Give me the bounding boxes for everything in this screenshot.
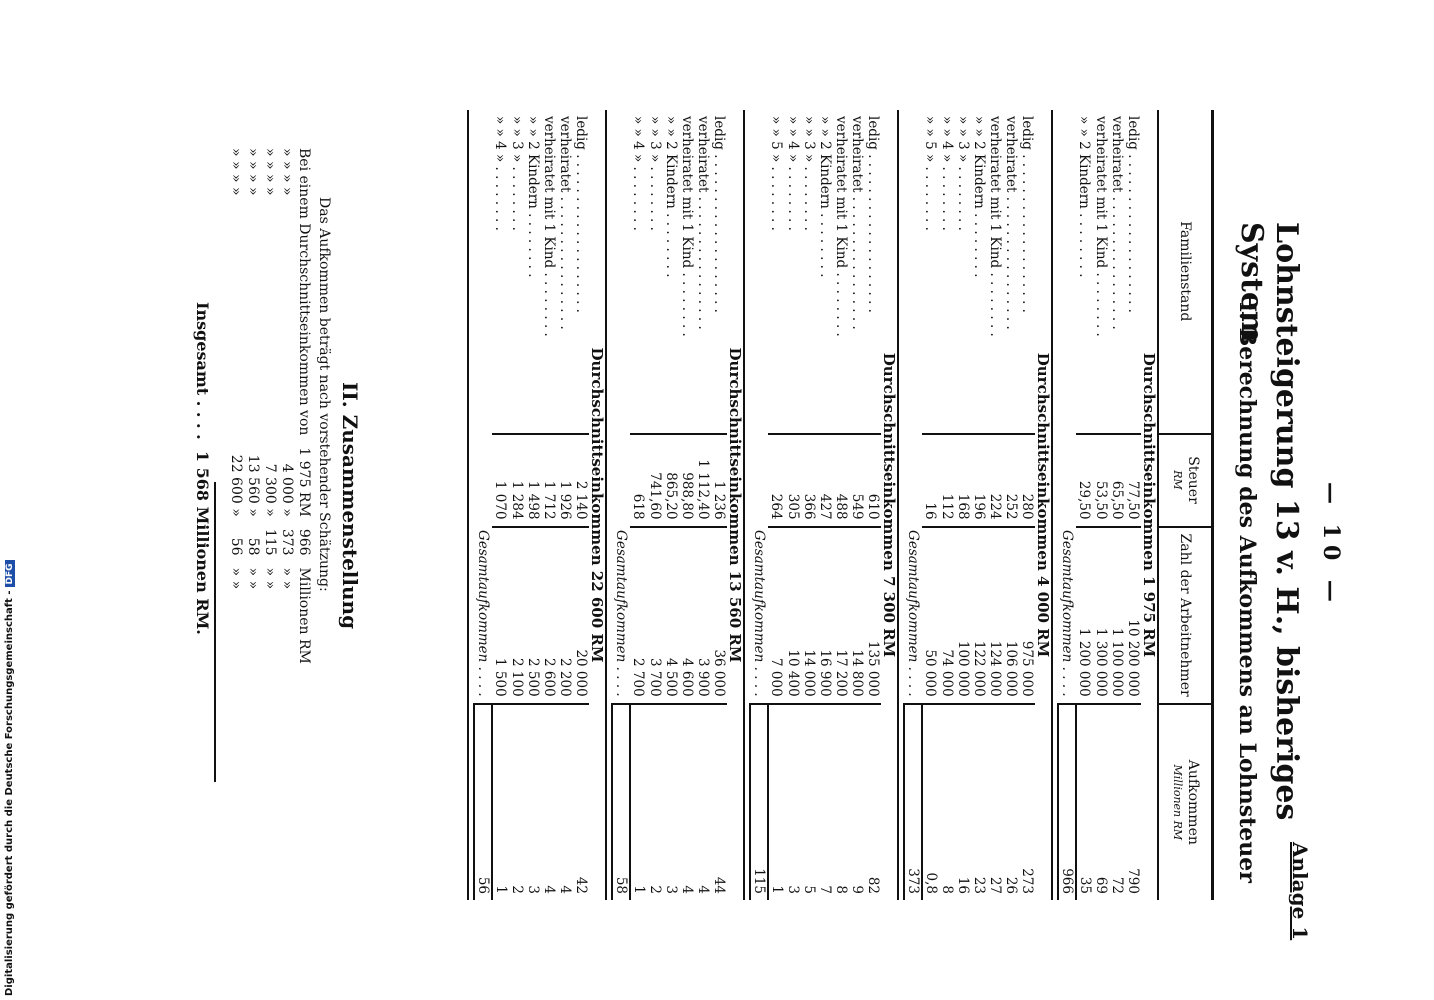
summary-amount: 56 bbox=[228, 537, 244, 556]
tax-value: 1 712 bbox=[541, 434, 557, 527]
family-status: verheiratet mit 1 Kind . . . . . . . . bbox=[987, 116, 1003, 337]
family-status: » » 5 » . . . . . . . . bbox=[768, 116, 785, 231]
revenue-value: 4 bbox=[695, 704, 711, 900]
family-status: » » 3 » . . . . . . . . bbox=[647, 116, 663, 231]
summary-amount: 373 bbox=[279, 528, 295, 556]
revenue-value: 26 bbox=[1003, 704, 1019, 900]
revenue-value: 273 bbox=[1019, 704, 1035, 900]
revenue-value: 7 bbox=[817, 704, 833, 900]
revenue-value: 16 bbox=[955, 704, 971, 900]
page-number: — 10 — bbox=[1318, 482, 1344, 608]
table-row bbox=[785, 110, 801, 900]
tax-value: 168 bbox=[955, 434, 971, 527]
family-status: verheiratet . . . . . . . . . . . . . . . . bbox=[849, 116, 865, 330]
worker-count: 50 000 bbox=[922, 527, 939, 704]
revenue-value: 42 bbox=[573, 704, 589, 900]
worker-count: 2 500 bbox=[525, 527, 541, 704]
family-status: » » 3 » . . . . . . . . bbox=[801, 116, 817, 231]
family-status: » » 2 Kindern . . . . . . . . bbox=[817, 116, 833, 278]
section-heading: Durchschnittseinkommen 22 600 RM bbox=[588, 347, 606, 663]
section-rule bbox=[1052, 110, 1058, 900]
document-subtitle: I. Berechnung des Aufkommens an Lohnsteuer bbox=[1234, 302, 1260, 883]
family-status: ledig . . . . . . . . . . . . . . . . . . . bbox=[1019, 116, 1035, 313]
family-status: verheiratet mit 1 Kind . . . . . . . . bbox=[679, 116, 695, 337]
revenue-value: 4 bbox=[541, 704, 557, 900]
section-heading: Durchschnittseinkommen 7 300 RM bbox=[880, 352, 898, 658]
tax-value: 1 070 bbox=[492, 434, 509, 527]
revenue-value: 72 bbox=[1109, 704, 1125, 900]
summary-table bbox=[227, 142, 312, 670]
section-total-row bbox=[750, 110, 768, 900]
revenue-value: 27 bbox=[987, 704, 1003, 900]
worker-count: 14 800 bbox=[849, 527, 865, 704]
section-total: 373 bbox=[904, 704, 922, 900]
tax-value: 741,60 bbox=[647, 434, 663, 527]
table-row bbox=[1125, 110, 1141, 900]
revenue-value: 3 bbox=[525, 704, 541, 900]
table-row bbox=[711, 110, 727, 900]
family-status: » » 2 Kindern . . . . . . . . bbox=[971, 116, 987, 278]
worker-count: 2 700 bbox=[630, 527, 647, 704]
family-status: » » 2 Kindern . . . . . . . . bbox=[525, 116, 541, 278]
revenue-value: 1 bbox=[492, 704, 509, 900]
section-rule bbox=[898, 110, 904, 900]
tax-value: 1 498 bbox=[525, 434, 541, 527]
family-status: ledig . . . . . . . . . . . . . . . . . . . bbox=[573, 116, 589, 313]
tax-value: 65,50 bbox=[1109, 434, 1125, 527]
summary-income: 13 560 » bbox=[245, 454, 261, 517]
revenue-value: 2 bbox=[509, 704, 525, 900]
table-row bbox=[939, 110, 955, 900]
section-heading: Durchschnittseinkommen 1 975 RM bbox=[1140, 352, 1158, 658]
summary-row bbox=[278, 142, 295, 670]
summary-unit: » » bbox=[245, 567, 261, 590]
summary-prefix: Bei einem Durchschnittseinkommen von bbox=[296, 148, 312, 436]
tax-value: 618 bbox=[630, 434, 647, 527]
tax-value: 2 140 bbox=[573, 434, 589, 527]
header-workers: Zahl der Arbeitnehmer bbox=[1158, 527, 1213, 704]
family-status: verheiratet . . . . . . . . . . . . . . . . bbox=[557, 116, 573, 330]
revenue-value: 69 bbox=[1093, 704, 1109, 900]
revenue-value: 4 bbox=[557, 704, 573, 900]
worker-count: 124 000 bbox=[987, 527, 1003, 704]
section-rule bbox=[744, 110, 750, 900]
header-revenue: Aufkommen Millionen RM bbox=[1158, 704, 1213, 900]
family-status: verheiratet mit 1 Kind . . . . . . . . bbox=[833, 116, 849, 337]
header-family: Familienstand bbox=[1158, 110, 1213, 434]
summary-row bbox=[261, 142, 278, 670]
worker-count: 1 100 000 bbox=[1109, 527, 1125, 704]
worker-count: 2 100 bbox=[509, 527, 525, 704]
revenue-value: 790 bbox=[1125, 704, 1141, 900]
family-status: verheiratet . . . . . . . . . . . . . . . . bbox=[1003, 116, 1019, 330]
section-total-row bbox=[1058, 110, 1076, 900]
blank-cell bbox=[904, 110, 922, 434]
section-total: 115 bbox=[750, 704, 768, 900]
section-rule bbox=[468, 110, 474, 900]
worker-count: 135 000 bbox=[865, 527, 881, 704]
section-heading-row bbox=[881, 110, 898, 900]
section-total-row bbox=[474, 110, 492, 900]
summary-income: 4 000 » bbox=[279, 463, 295, 517]
table-row bbox=[922, 110, 939, 900]
section-heading: Durchschnittseinkommen 4 000 RM bbox=[1034, 352, 1052, 658]
worker-count: 1 500 bbox=[492, 527, 509, 704]
table-row bbox=[647, 110, 663, 900]
tax-value: 610 bbox=[865, 434, 881, 527]
summary-unit: » » bbox=[279, 567, 295, 590]
worker-count: 100 000 bbox=[955, 527, 971, 704]
worker-count: 2 200 bbox=[557, 527, 573, 704]
summary-intro: Das Aufkommen beträgt nach vorstehender Schätzung: bbox=[316, 197, 332, 592]
section-total-row bbox=[904, 110, 922, 900]
annex-label: Anlage 1 bbox=[1288, 842, 1312, 941]
table-row bbox=[1076, 110, 1093, 900]
section-total: 56 bbox=[474, 704, 492, 900]
worker-count: 4 600 bbox=[679, 527, 695, 704]
revenue-value: 3 bbox=[663, 704, 679, 900]
section-heading: Durchschnittseinkommen 13 560 RM bbox=[726, 347, 744, 663]
table-row bbox=[1019, 110, 1035, 900]
section-heading-row bbox=[1035, 110, 1052, 900]
document-title: Lohnsteigerung 13 v. H., bisheriges System bbox=[1234, 222, 1304, 821]
table-row bbox=[1093, 110, 1109, 900]
tax-value: 427 bbox=[817, 434, 833, 527]
summary-row bbox=[295, 142, 312, 670]
revenue-value: 2 bbox=[647, 704, 663, 900]
tax-value: 196 bbox=[971, 434, 987, 527]
section-heading-row bbox=[1141, 110, 1158, 900]
tax-value: 366 bbox=[801, 434, 817, 527]
summary-amount: 58 bbox=[245, 537, 261, 556]
section-rule bbox=[606, 110, 612, 900]
family-status: verheiratet mit 1 Kind . . . . . . . . bbox=[1093, 116, 1109, 337]
family-status: verheiratet . . . . . . . . . . . . . . . . bbox=[695, 116, 711, 330]
family-status: » » 5 » . . . . . . . . bbox=[922, 116, 939, 231]
digitization-credit: Digitalisierung gefördert durch die Deutsche Forschungsgemeinschaft -DFG bbox=[4, 606, 18, 996]
tax-table bbox=[467, 110, 1214, 900]
worker-count: 36 000 bbox=[711, 527, 727, 704]
summary-income: 22 600 » bbox=[228, 454, 244, 517]
table-row bbox=[573, 110, 589, 900]
revenue-value: 9 bbox=[849, 704, 865, 900]
worker-count: 122 000 bbox=[971, 527, 987, 704]
revenue-value: 8 bbox=[833, 704, 849, 900]
family-status: verheiratet . . . . . . . . . . . . . . . . bbox=[1109, 116, 1125, 330]
table-row bbox=[955, 110, 971, 900]
rotated-document bbox=[112, 62, 1352, 942]
section-heading-row bbox=[727, 110, 744, 900]
family-status: » » 4 » . . . . . . . . bbox=[939, 116, 955, 231]
family-status: ledig . . . . . . . . . . . . . . . . . . . bbox=[865, 116, 881, 313]
total-label: Gesamtaufkommen . . . . bbox=[613, 530, 629, 697]
summary-income: 7 300 » bbox=[262, 463, 278, 517]
tax-value: 252 bbox=[1003, 434, 1019, 527]
summary-prefix: » » » » bbox=[279, 148, 295, 196]
family-status: verheiratet mit 1 Kind . . . . . . . . bbox=[541, 116, 557, 337]
table-row bbox=[987, 110, 1003, 900]
total-label: Gesamtaufkommen . . . . bbox=[1059, 530, 1075, 697]
revenue-value: 3 bbox=[785, 704, 801, 900]
summary-amount: 966 bbox=[296, 528, 312, 556]
worker-count: 3 700 bbox=[647, 527, 663, 704]
summary-prefix: » » » » bbox=[262, 148, 278, 196]
worker-count: 74 000 bbox=[939, 527, 955, 704]
table-row bbox=[492, 110, 509, 900]
family-status: ledig . . . . . . . . . . . . . . . . . . . bbox=[1125, 116, 1141, 313]
worker-count: 4 500 bbox=[663, 527, 679, 704]
worker-count: 10 400 bbox=[785, 527, 801, 704]
table-row bbox=[817, 110, 833, 900]
revenue-value: 35 bbox=[1076, 704, 1093, 900]
table-row bbox=[801, 110, 817, 900]
worker-count: 106 000 bbox=[1003, 527, 1019, 704]
worker-count: 2 600 bbox=[541, 527, 557, 704]
table-row bbox=[663, 110, 679, 900]
summary-prefix: » » » » bbox=[228, 148, 244, 196]
revenue-value: 1 bbox=[630, 704, 647, 900]
tax-value: 16 bbox=[922, 434, 939, 527]
summary-unit: » » bbox=[228, 567, 244, 590]
worker-count: 20 000 bbox=[573, 527, 589, 704]
section-total-row bbox=[612, 110, 630, 900]
summary-rule bbox=[214, 482, 216, 782]
revenue-value: 0,8 bbox=[922, 704, 939, 900]
family-status: ledig . . . . . . . . . . . . . . . . . . . bbox=[711, 116, 727, 313]
family-status: » » 2 Kindern . . . . . . . . bbox=[1076, 116, 1093, 278]
blank-cell bbox=[750, 110, 768, 434]
worker-count: 1 200 000 bbox=[1076, 527, 1093, 704]
table-row bbox=[865, 110, 881, 900]
family-status: » » 2 Kindern . . . . . . . . bbox=[663, 116, 679, 278]
summary-unit: Millionen RM bbox=[296, 567, 312, 664]
summary-row bbox=[244, 142, 261, 670]
table-row bbox=[525, 110, 541, 900]
revenue-value: 8 bbox=[939, 704, 955, 900]
table-row bbox=[557, 110, 573, 900]
tax-value: 1 112,40 bbox=[695, 434, 711, 527]
worker-count: 3 900 bbox=[695, 527, 711, 704]
revenue-value: 44 bbox=[711, 704, 727, 900]
table-row bbox=[541, 110, 557, 900]
worker-count: 7 000 bbox=[768, 527, 785, 704]
tax-value: 988,80 bbox=[679, 434, 695, 527]
worker-count: 14 000 bbox=[801, 527, 817, 704]
tax-value: 865,20 bbox=[663, 434, 679, 527]
tax-value: 112 bbox=[939, 434, 955, 527]
worker-count: 16 900 bbox=[817, 527, 833, 704]
table-row bbox=[1003, 110, 1019, 900]
tax-table-body bbox=[468, 110, 1158, 900]
revenue-value: 5 bbox=[801, 704, 817, 900]
family-status: » » 3 » . . . . . . . . bbox=[955, 116, 971, 231]
header-tax: Steuer RM bbox=[1158, 434, 1213, 527]
blank-cell bbox=[612, 110, 630, 434]
table-row bbox=[509, 110, 525, 900]
blank-cell bbox=[474, 110, 492, 434]
total-label: Gesamtaufkommen . . . . bbox=[475, 530, 491, 697]
tax-value: 224 bbox=[987, 434, 1003, 527]
table-row bbox=[679, 110, 695, 900]
tax-value: 264 bbox=[768, 434, 785, 527]
section-total: 58 bbox=[612, 704, 630, 900]
tax-value: 29,50 bbox=[1076, 434, 1093, 527]
revenue-value: 23 bbox=[971, 704, 987, 900]
tax-value: 305 bbox=[785, 434, 801, 527]
tax-value: 549 bbox=[849, 434, 865, 527]
family-status: » » 3 » . . . . . . . . bbox=[509, 116, 525, 231]
table-row bbox=[630, 110, 647, 900]
tax-value: 53,50 bbox=[1093, 434, 1109, 527]
table-row bbox=[695, 110, 711, 900]
revenue-value: 4 bbox=[679, 704, 695, 900]
family-status: » » 4 » . . . . . . . . bbox=[630, 116, 647, 231]
section-total: 966 bbox=[1058, 704, 1076, 900]
summary-total: Insgesamt . . . . 1 568 Millionen RM. bbox=[193, 302, 212, 635]
family-status: » » 4 » . . . . . . . . bbox=[785, 116, 801, 231]
section-heading-row bbox=[589, 110, 606, 900]
table-row bbox=[833, 110, 849, 900]
tax-value: 1 926 bbox=[557, 434, 573, 527]
table-row bbox=[849, 110, 865, 900]
summary-title: II. Zusammenstellung bbox=[338, 382, 362, 630]
table-row bbox=[971, 110, 987, 900]
revenue-value: 82 bbox=[865, 704, 881, 900]
table-row bbox=[1109, 110, 1125, 900]
table-row bbox=[768, 110, 785, 900]
family-status: » » 4 » . . . . . . . . bbox=[492, 116, 509, 231]
worker-count: 1 300 000 bbox=[1093, 527, 1109, 704]
blank-cell bbox=[1058, 110, 1076, 434]
worker-count: 975 000 bbox=[1019, 527, 1035, 704]
worker-count: 10 200 000 bbox=[1125, 527, 1141, 704]
tax-value: 77,50 bbox=[1125, 434, 1141, 527]
total-label: Gesamtaufkommen . . . . bbox=[751, 530, 767, 697]
summary-row bbox=[227, 142, 244, 670]
worker-count: 17 200 bbox=[833, 527, 849, 704]
summary-amount: 115 bbox=[262, 528, 278, 556]
tax-value: 280 bbox=[1019, 434, 1035, 527]
dfg-logo: DFG bbox=[5, 560, 15, 587]
tax-value: 1 236 bbox=[711, 434, 727, 527]
summary-prefix: » » » » bbox=[245, 148, 261, 196]
summary-unit: » » bbox=[262, 567, 278, 590]
summary-income: 1 975 RM bbox=[296, 447, 312, 517]
tax-value: 488 bbox=[833, 434, 849, 527]
tax-value: 1 284 bbox=[509, 434, 525, 527]
revenue-value: 1 bbox=[768, 704, 785, 900]
total-label: Gesamtaufkommen . . . . bbox=[905, 530, 921, 697]
